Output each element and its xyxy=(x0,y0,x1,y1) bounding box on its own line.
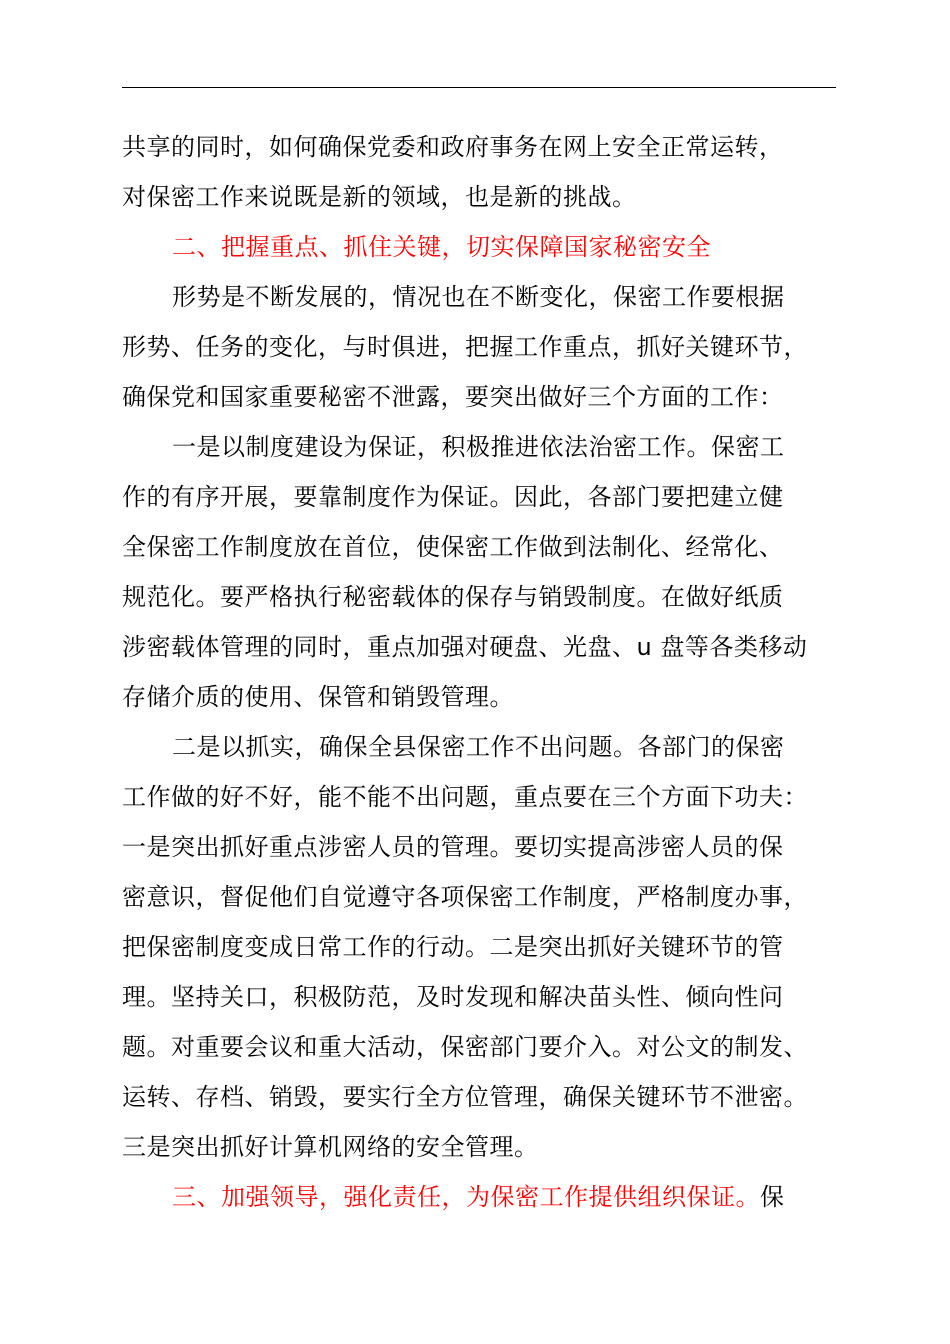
text-line: 形势、任务的变化，与时俱进，把握工作重点，抓好关键环节， xyxy=(122,333,808,361)
text-line: 密意识，督促他们自觉遵守各项保密工作制度，严格制度办事， xyxy=(122,883,808,911)
text-line: 全保密工作制度放在首位，使保密工作做到法制化、经常化、 xyxy=(122,533,784,561)
text-line: 工作做的好不好，能不能不出问题，重点要在三个方面下功夫： xyxy=(122,783,808,811)
paragraph-start: 形势是不断发展的，情况也在不断变化，保密工作要根据 xyxy=(172,283,785,311)
body-text xyxy=(122,122,862,1222)
continued-text: 保 xyxy=(760,1183,785,1211)
section-heading-2: 二、把握重点、抓住关键，切实保障国家秘密安全 xyxy=(172,233,711,261)
text-line: 理。坚持关口，积极防范，及时发现和解决苗头性、倾向性问 xyxy=(122,983,784,1011)
text-line: 规范化。要严格执行秘密载体的保存与销毁制度。在做好纸质 xyxy=(122,583,784,611)
header-rule xyxy=(122,87,836,88)
text-line: 涉密载体管理的同时，重点加强对硬盘、光盘、u 盘等各类移动 xyxy=(122,633,808,661)
text-line: 确保党和国家重要秘密不泄露，要突出做好三个方面的工作： xyxy=(122,383,784,411)
text-line: 作的有序开展，要靠制度作为保证。因此，各部门要把建立健 xyxy=(122,483,784,511)
paragraph-start: 二是以抓实，确保全县保密工作不出问题。各部门的保密 xyxy=(172,733,785,761)
text-line: 一是突出抓好重点涉密人员的管理。要切实提高涉密人员的保 xyxy=(122,833,784,861)
text-line: 把保密制度变成日常工作的行动。二是突出抓好关键环节的管 xyxy=(122,933,784,961)
section-heading-3-line xyxy=(122,1172,862,1222)
section-heading-3: 三、加强领导，强化责任，为保密工作提供组织保证。 xyxy=(172,1183,760,1211)
text-line: 存储介质的使用、保管和销毁管理。 xyxy=(122,683,514,711)
text-line: 题。对重要会议和重大活动，保密部门要介入。对公文的制发、 xyxy=(122,1033,808,1061)
text-line: 三是突出抓好计算机网络的安全管理。 xyxy=(122,1133,539,1161)
text-line: 运转、存档、销毁，要实行全方位管理，确保关键环节不泄密。 xyxy=(122,1083,808,1111)
text-line: 共享的同时，如何确保党委和政府事务在网上安全正常运转， xyxy=(122,133,784,161)
text-line: 对保密工作来说既是新的领域，也是新的挑战。 xyxy=(122,183,637,211)
paragraph-start: 一是以制度建设为保证，积极推进依法治密工作。保密工 xyxy=(172,433,785,461)
